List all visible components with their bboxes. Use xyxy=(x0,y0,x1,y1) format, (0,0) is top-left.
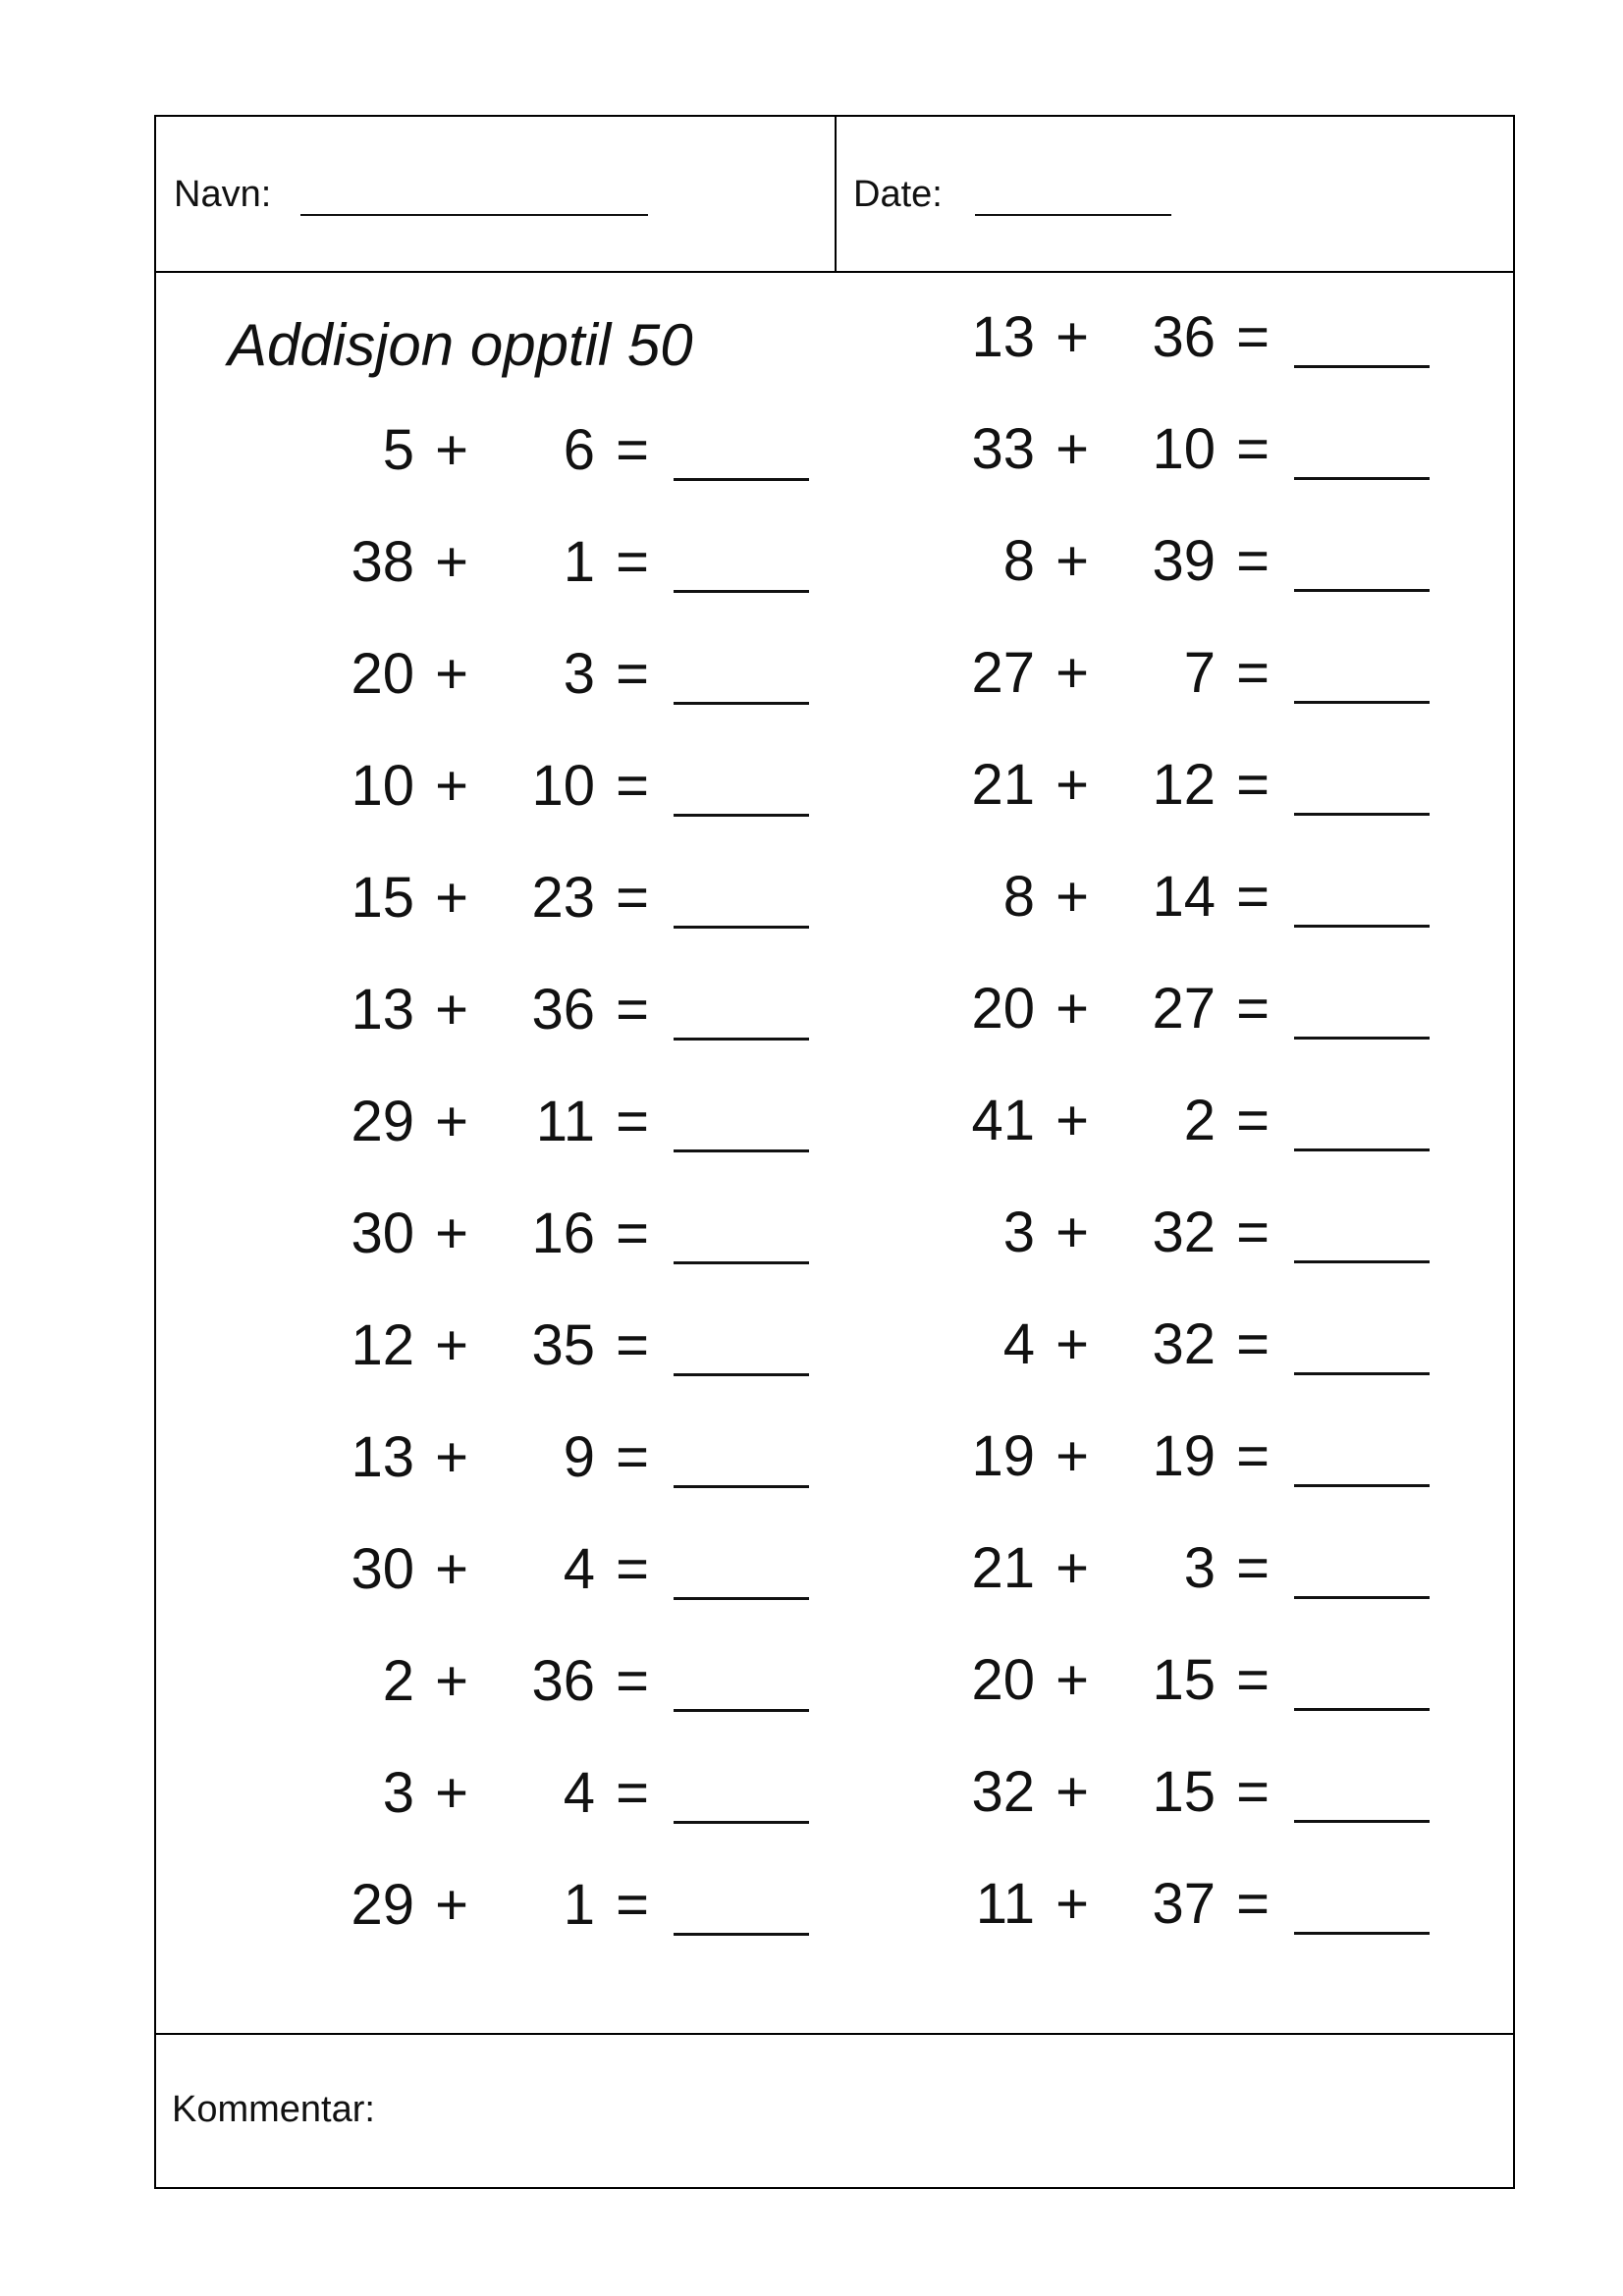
comment-label: Kommentar: xyxy=(172,2089,375,2130)
plus-sign: + xyxy=(435,1313,468,1377)
addend-b: 37 xyxy=(1152,1872,1216,1936)
equals-sign: = xyxy=(616,1425,649,1489)
equals-sign: = xyxy=(616,1201,649,1265)
equals-sign: = xyxy=(1236,1872,1270,1936)
problem-row-left-3 xyxy=(326,635,837,714)
plus-sign: + xyxy=(1055,1424,1089,1488)
problem-row-right-10 xyxy=(947,1306,1457,1384)
plus-sign: + xyxy=(435,1649,468,1713)
addend-a: 29 xyxy=(351,1873,414,1937)
problem-row-right-15 xyxy=(947,1865,1457,1944)
plus-sign: + xyxy=(1055,305,1089,369)
plus-sign: + xyxy=(1055,417,1089,481)
name-cell xyxy=(156,117,837,271)
addend-a: 38 xyxy=(351,530,414,594)
addend-b: 19 xyxy=(1152,1424,1216,1488)
problem-row-left-5 xyxy=(326,859,837,937)
problem-row-left-8 xyxy=(326,1195,837,1273)
answer-blank[interactable] xyxy=(1294,1037,1430,1040)
addend-b: 32 xyxy=(1152,1312,1216,1376)
plus-sign: + xyxy=(1055,1201,1089,1264)
plus-sign: + xyxy=(1055,529,1089,593)
addend-b: 35 xyxy=(531,1313,595,1377)
equals-sign: = xyxy=(616,1313,649,1377)
plus-sign: + xyxy=(1055,641,1089,705)
problem-row-right-6 xyxy=(947,858,1457,936)
addend-a: 27 xyxy=(971,641,1035,705)
equals-sign: = xyxy=(1236,305,1270,369)
plus-sign: + xyxy=(1055,1648,1089,1712)
answer-blank[interactable] xyxy=(674,1597,809,1600)
answer-blank[interactable] xyxy=(1294,925,1430,928)
answer-blank[interactable] xyxy=(1294,477,1430,480)
equals-sign: = xyxy=(616,978,649,1041)
addend-a: 3 xyxy=(1002,1201,1035,1264)
plus-sign: + xyxy=(435,866,468,930)
answer-blank[interactable] xyxy=(1294,1932,1430,1935)
addend-b: 1 xyxy=(563,1873,595,1937)
problem-row-right-3 xyxy=(947,522,1457,601)
problem-row-left-9 xyxy=(326,1307,837,1385)
addend-b: 1 xyxy=(563,530,595,594)
answer-blank[interactable] xyxy=(674,478,809,481)
equals-sign: = xyxy=(1236,977,1270,1041)
problem-row-right-4 xyxy=(947,634,1457,713)
equals-sign: = xyxy=(1236,865,1270,929)
plus-sign: + xyxy=(435,754,468,818)
equals-sign: = xyxy=(616,1537,649,1601)
problem-row-left-1 xyxy=(326,411,837,490)
worksheet-title: Addisjon opptil 50 xyxy=(228,312,693,378)
problem-row-right-7 xyxy=(947,970,1457,1048)
addend-a: 4 xyxy=(1002,1312,1035,1376)
problem-row-right-8 xyxy=(947,1082,1457,1160)
addend-a: 12 xyxy=(351,1313,414,1377)
addend-a: 20 xyxy=(971,977,1035,1041)
addend-b: 4 xyxy=(563,1761,595,1825)
addend-b: 14 xyxy=(1152,865,1216,929)
equals-sign: = xyxy=(616,1649,649,1713)
addend-a: 8 xyxy=(1002,865,1035,929)
addend-a: 10 xyxy=(351,754,414,818)
addend-a: 20 xyxy=(971,1648,1035,1712)
answer-blank[interactable] xyxy=(674,1933,809,1936)
answer-blank[interactable] xyxy=(674,590,809,593)
name-field[interactable] xyxy=(300,214,648,216)
addend-b: 2 xyxy=(1183,1089,1216,1152)
problem-row-left-4 xyxy=(326,747,837,826)
answer-blank[interactable] xyxy=(1294,1148,1430,1151)
equals-sign: = xyxy=(616,530,649,594)
answer-blank[interactable] xyxy=(674,1821,809,1824)
addend-b: 32 xyxy=(1152,1201,1216,1264)
problem-row-right-13 xyxy=(947,1641,1457,1720)
addend-a: 33 xyxy=(971,417,1035,481)
equals-sign: = xyxy=(1236,529,1270,593)
answer-blank[interactable] xyxy=(674,702,809,705)
plus-sign: + xyxy=(435,1425,468,1489)
addend-b: 3 xyxy=(563,642,595,706)
addend-a: 11 xyxy=(975,1872,1035,1936)
addend-b: 9 xyxy=(563,1425,595,1489)
addend-b: 36 xyxy=(1152,305,1216,369)
plus-sign: + xyxy=(1055,1089,1089,1152)
addend-a: 30 xyxy=(351,1537,414,1601)
equals-sign: = xyxy=(1236,1201,1270,1264)
equals-sign: = xyxy=(616,642,649,706)
answer-blank[interactable] xyxy=(674,1149,809,1152)
name-label: Navn: xyxy=(174,174,272,215)
problem-row-right-1 xyxy=(947,298,1457,377)
addend-a: 15 xyxy=(351,866,414,930)
addend-b: 27 xyxy=(1152,977,1216,1041)
addend-a: 30 xyxy=(351,1201,414,1265)
problem-row-left-6 xyxy=(326,971,837,1049)
addend-b: 36 xyxy=(531,1649,595,1713)
equals-sign: = xyxy=(1236,753,1270,817)
date-label: Date: xyxy=(853,174,943,215)
plus-sign: + xyxy=(435,530,468,594)
addend-a: 41 xyxy=(971,1089,1035,1152)
answer-blank[interactable] xyxy=(1294,1484,1430,1487)
header-row xyxy=(156,117,1513,273)
equals-sign: = xyxy=(1236,1424,1270,1488)
addend-b: 3 xyxy=(1183,1536,1216,1600)
addend-a: 13 xyxy=(351,978,414,1041)
answer-blank[interactable] xyxy=(674,1485,809,1488)
addend-a: 20 xyxy=(351,642,414,706)
addend-b: 15 xyxy=(1152,1648,1216,1712)
addend-a: 29 xyxy=(351,1090,414,1153)
addend-a: 13 xyxy=(971,305,1035,369)
addend-a: 21 xyxy=(971,753,1035,817)
addend-a: 19 xyxy=(971,1424,1035,1488)
addend-b: 23 xyxy=(531,866,595,930)
plus-sign: + xyxy=(435,978,468,1041)
answer-blank[interactable] xyxy=(1294,701,1430,704)
equals-sign: = xyxy=(1236,1536,1270,1600)
addend-a: 2 xyxy=(382,1649,414,1713)
plus-sign: + xyxy=(435,1873,468,1937)
answer-blank[interactable] xyxy=(674,926,809,929)
addend-b: 12 xyxy=(1152,753,1216,817)
plus-sign: + xyxy=(1055,753,1089,817)
plus-sign: + xyxy=(1055,977,1089,1041)
addend-a: 5 xyxy=(382,418,414,482)
plus-sign: + xyxy=(435,418,468,482)
addend-a: 13 xyxy=(351,1425,414,1489)
equals-sign: = xyxy=(1236,417,1270,481)
answer-blank[interactable] xyxy=(674,1261,809,1264)
footer-row xyxy=(156,2033,1513,2187)
problem-row-left-12 xyxy=(326,1642,837,1721)
problem-row-right-2 xyxy=(947,410,1457,489)
answer-blank[interactable] xyxy=(674,1373,809,1376)
plus-sign: + xyxy=(1055,1872,1089,1936)
equals-sign: = xyxy=(616,866,649,930)
problem-row-right-9 xyxy=(947,1194,1457,1272)
plus-sign: + xyxy=(435,1761,468,1825)
plus-sign: + xyxy=(435,642,468,706)
answer-blank[interactable] xyxy=(1294,813,1430,816)
problem-row-left-7 xyxy=(326,1083,837,1161)
plus-sign: + xyxy=(435,1201,468,1265)
equals-sign: = xyxy=(616,1090,649,1153)
equals-sign: = xyxy=(1236,1648,1270,1712)
equals-sign: = xyxy=(616,418,649,482)
problem-row-left-13 xyxy=(326,1754,837,1833)
addend-b: 16 xyxy=(531,1201,595,1265)
equals-sign: = xyxy=(1236,641,1270,705)
plus-sign: + xyxy=(435,1090,468,1153)
problem-row-left-11 xyxy=(326,1530,837,1609)
plus-sign: + xyxy=(1055,1760,1089,1824)
plus-sign: + xyxy=(1055,1312,1089,1376)
problem-row-left-14 xyxy=(326,1866,837,1945)
addend-a: 21 xyxy=(971,1536,1035,1600)
answer-blank[interactable] xyxy=(1294,1820,1430,1823)
addend-a: 3 xyxy=(382,1761,414,1825)
equals-sign: = xyxy=(616,754,649,818)
equals-sign: = xyxy=(616,1761,649,1825)
plus-sign: + xyxy=(435,1537,468,1601)
addend-b: 15 xyxy=(1152,1760,1216,1824)
answer-blank[interactable] xyxy=(1294,365,1430,368)
problem-row-right-14 xyxy=(947,1753,1457,1832)
addend-b: 39 xyxy=(1152,529,1216,593)
worksheet xyxy=(154,115,1515,2189)
plus-sign: + xyxy=(1055,865,1089,929)
equals-sign: = xyxy=(616,1873,649,1937)
problem-row-right-11 xyxy=(947,1417,1457,1496)
addend-b: 7 xyxy=(1183,641,1216,705)
addend-b: 10 xyxy=(1152,417,1216,481)
addend-a: 8 xyxy=(1002,529,1035,593)
equals-sign: = xyxy=(1236,1760,1270,1824)
problem-row-right-12 xyxy=(947,1529,1457,1608)
problem-row-left-2 xyxy=(326,523,837,602)
addend-a: 32 xyxy=(971,1760,1035,1824)
answer-blank[interactable] xyxy=(674,814,809,817)
problem-row-right-5 xyxy=(947,746,1457,825)
equals-sign: = xyxy=(1236,1089,1270,1152)
addend-b: 6 xyxy=(563,418,595,482)
date-cell xyxy=(837,117,1513,271)
equals-sign: = xyxy=(1236,1312,1270,1376)
plus-sign: + xyxy=(1055,1536,1089,1600)
answer-blank[interactable] xyxy=(1294,589,1430,592)
addend-b: 11 xyxy=(535,1090,595,1153)
answer-blank[interactable] xyxy=(1294,1372,1430,1375)
answer-blank[interactable] xyxy=(1294,1708,1430,1711)
addend-b: 10 xyxy=(531,754,595,818)
date-field[interactable] xyxy=(975,214,1171,216)
addend-b: 36 xyxy=(531,978,595,1041)
answer-blank[interactable] xyxy=(674,1709,809,1712)
answer-blank[interactable] xyxy=(1294,1260,1430,1263)
answer-blank[interactable] xyxy=(674,1038,809,1041)
addend-b: 4 xyxy=(563,1537,595,1601)
problem-row-left-10 xyxy=(326,1418,837,1497)
answer-blank[interactable] xyxy=(1294,1596,1430,1599)
